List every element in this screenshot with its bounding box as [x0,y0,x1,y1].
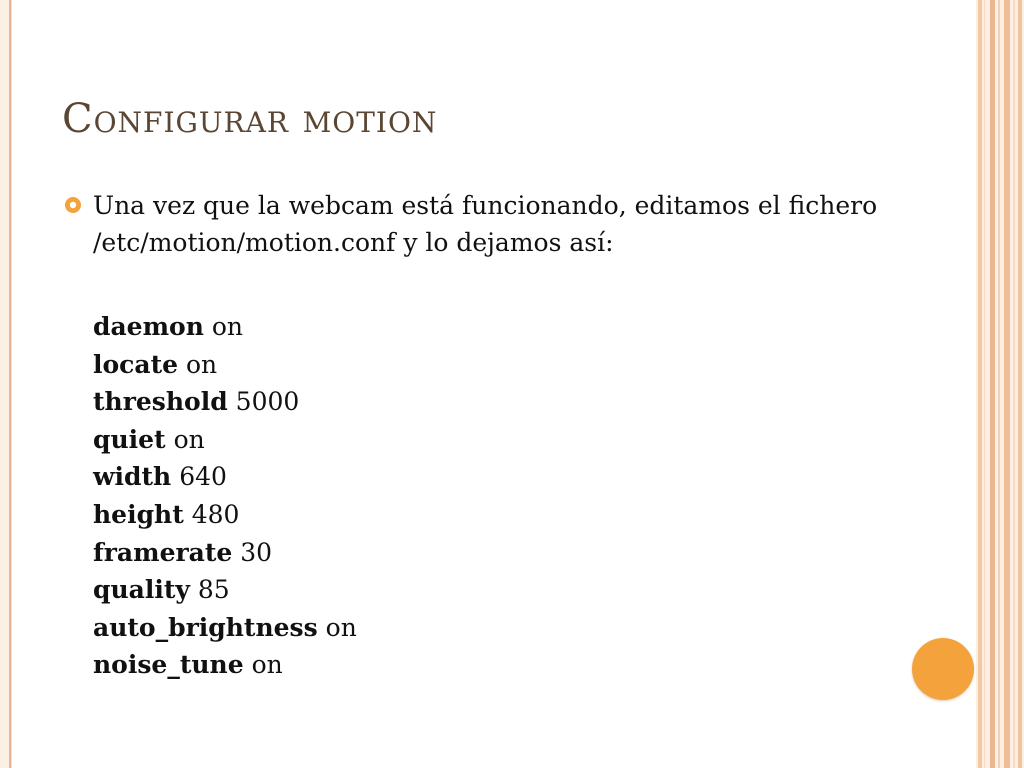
config-line-quiet [93,421,357,459]
right-border-stripe [978,0,982,768]
config-value: on [186,349,218,379]
config-value: on [325,612,357,642]
config-value: 5000 [235,387,300,417]
config-key: threshold [93,387,228,417]
config-line-height [93,496,357,534]
right-border-stripe [984,0,985,768]
orange-circle-decoration [912,638,974,700]
config-key: auto_brightness [93,612,318,642]
config-key: height [93,499,184,529]
right-border-panel [976,0,1024,768]
intro-text: Una vez que la webcam está funcionando, editamos el fichero /etc/motion/motion.conf y lo dejamos así: [93,191,878,257]
right-border-stripe [1004,0,1010,768]
config-key: locate [93,349,179,379]
config-key: quality [93,575,190,605]
config-value: 640 [179,462,227,492]
right-border-stripe [1018,0,1022,768]
config-value: on [251,650,283,680]
right-border-stripe [1013,0,1015,768]
config-value: 30 [240,537,273,567]
config-line-threshold [93,383,357,421]
right-border-stripe [998,0,1000,768]
config-key: framerate [93,537,233,567]
config-line-noise-tune [93,646,357,684]
config-value: on [211,312,243,341]
config-line-locate [93,346,357,384]
right-border-stripe [990,0,995,768]
config-line-auto-brightness [93,609,357,647]
left-border-inner-line [11,0,12,768]
config-line-quality [93,571,357,609]
config-key: daemon [93,312,204,341]
config-value: 480 [191,499,240,529]
slide-title: Configurar motion [62,96,438,142]
orange-ring-bullet-icon [63,195,83,215]
config-key: noise_tune [93,650,244,680]
config-key: quiet [93,424,166,454]
config-line-framerate [93,534,357,572]
config-line-width [93,458,357,496]
config-value: on [173,424,205,454]
config-settings-list [93,308,357,684]
config-value: 85 [197,575,230,605]
config-line-daemon [93,308,357,346]
config-key: width [93,462,172,492]
